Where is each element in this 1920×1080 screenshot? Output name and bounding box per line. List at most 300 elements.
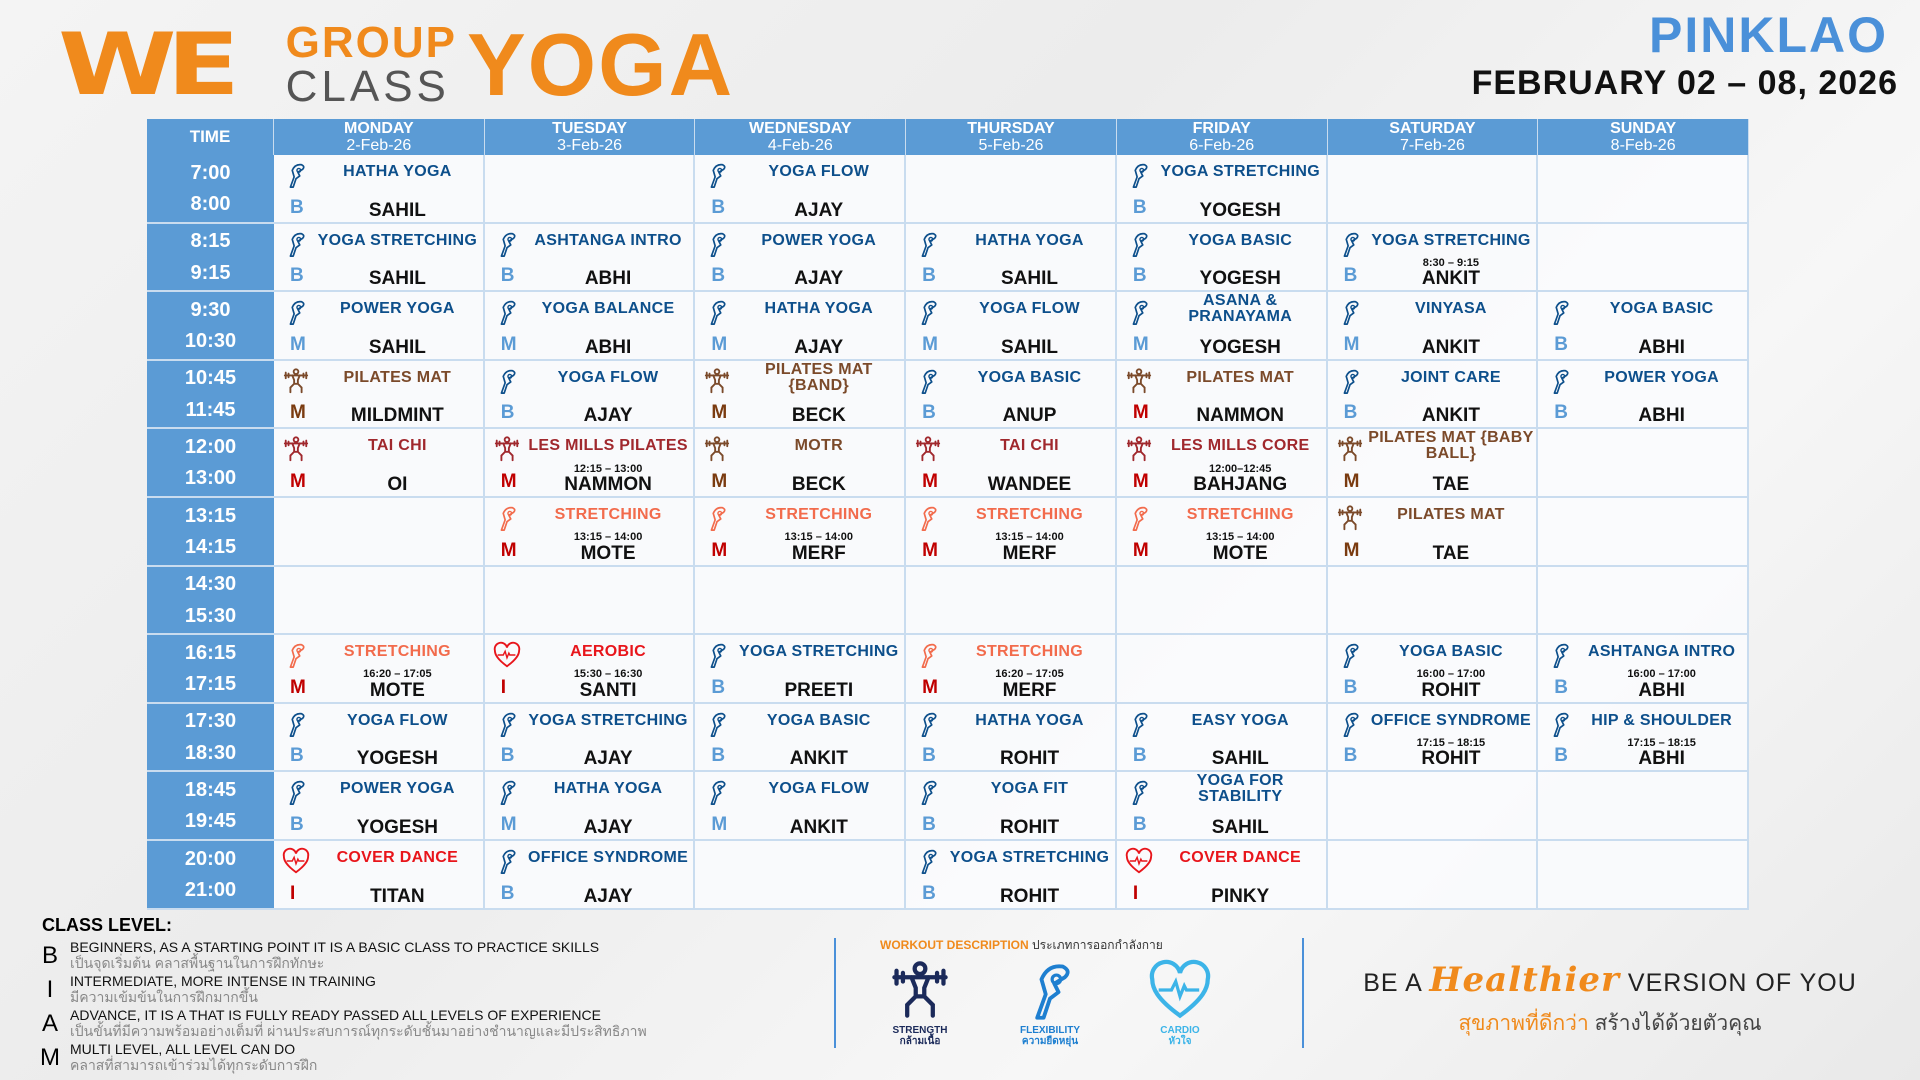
class-slot[interactable] bbox=[1328, 704, 1539, 771]
cardio-icon bbox=[1125, 847, 1153, 875]
instructor: MOTE bbox=[369, 679, 425, 701]
class-title: POWER YOGA bbox=[1604, 368, 1719, 386]
workout-en: STRENGTH bbox=[892, 1025, 948, 1036]
start-time: 8:15 bbox=[190, 230, 231, 253]
time-slot bbox=[147, 704, 274, 771]
class-slot[interactable] bbox=[485, 635, 696, 702]
instructor: PINKY bbox=[1211, 885, 1270, 907]
class-title: PILATES MAT {BABY BALL} bbox=[1368, 429, 1534, 463]
table-row bbox=[147, 841, 1749, 910]
legend-en: MULTI LEVEL, ALL LEVEL CAN DO bbox=[70, 1041, 296, 1057]
legend-th: เป็นขั้นที่มีความพร้อมอย่างเต็มที่ ผ่านประสบการณ์ทุกระดับชั้นมาอย่างชำนาญและมีประสิทธิภาพ bbox=[70, 1023, 647, 1039]
brand-logo bbox=[58, 15, 735, 115]
class-title: YOGA BASIC bbox=[977, 368, 1082, 386]
class-level: M bbox=[711, 333, 728, 355]
class-title: YOGA FLOW bbox=[979, 300, 1080, 318]
class-slot[interactable] bbox=[274, 155, 485, 222]
class-slot[interactable] bbox=[485, 772, 696, 839]
class-title: YOGA STRETCHING bbox=[317, 231, 478, 249]
flexibility-icon bbox=[1336, 367, 1364, 395]
class-slot[interactable] bbox=[1328, 292, 1539, 359]
class-title: EASY YOGA bbox=[1191, 711, 1289, 729]
table-row bbox=[147, 429, 1749, 498]
class-slot[interactable] bbox=[695, 704, 906, 771]
class-slot[interactable] bbox=[906, 429, 1117, 496]
instructor: ABHI bbox=[1638, 679, 1685, 701]
class-slot[interactable] bbox=[485, 498, 696, 565]
flexibility-icon bbox=[1546, 710, 1574, 738]
class-title: STRETCHING bbox=[554, 505, 662, 523]
instructor: ROHIT bbox=[999, 748, 1060, 770]
class-level: B bbox=[500, 265, 515, 287]
flexibility-icon bbox=[1336, 230, 1364, 258]
flexibility-icon bbox=[1336, 710, 1364, 738]
instructor: ABHI bbox=[1638, 336, 1685, 358]
class-info bbox=[525, 635, 692, 702]
start-time: 20:00 bbox=[184, 847, 237, 870]
instructor: AJAY bbox=[583, 405, 633, 427]
instructor: ABHI bbox=[584, 268, 632, 290]
class-info bbox=[946, 292, 1113, 359]
day-date: 6-Feb-26 bbox=[1189, 137, 1255, 154]
day-date: 4-Feb-26 bbox=[767, 137, 833, 154]
class-info bbox=[1578, 292, 1745, 359]
instructor: AJAY bbox=[583, 816, 633, 838]
class-slot[interactable] bbox=[695, 772, 906, 839]
class-level: M bbox=[1132, 539, 1149, 561]
class-info bbox=[1157, 429, 1324, 496]
empty-slot bbox=[485, 155, 696, 222]
class-level: B bbox=[922, 813, 936, 835]
flexibility-icon bbox=[914, 778, 942, 806]
class-info bbox=[1157, 704, 1324, 771]
class-title: COVER DANCE bbox=[1179, 848, 1301, 866]
instructor: YOGESH bbox=[356, 816, 438, 838]
day-header-wednesday bbox=[695, 119, 906, 155]
class-time: 16:20 – 17:05 bbox=[363, 668, 432, 681]
class-level: I bbox=[1132, 882, 1139, 904]
class-info bbox=[314, 635, 481, 702]
instructor: MERF bbox=[1002, 542, 1057, 564]
class-title: YOGA STRETCHING bbox=[739, 643, 899, 661]
logo-class: CLASS bbox=[285, 62, 450, 111]
class-slot[interactable] bbox=[1117, 155, 1328, 222]
class-title: LES MILLS CORE bbox=[1170, 437, 1310, 455]
class-info bbox=[946, 841, 1113, 908]
flexibility-icon bbox=[493, 504, 521, 532]
class-info bbox=[735, 635, 902, 702]
flexibility-icon bbox=[1546, 641, 1574, 669]
instructor: ABHI bbox=[584, 336, 632, 358]
time-header: TIME bbox=[147, 119, 274, 155]
instructor: AJAY bbox=[794, 199, 844, 221]
start-time: 7:00 bbox=[190, 161, 231, 184]
legend-item bbox=[30, 1007, 820, 1041]
class-level: B bbox=[1343, 745, 1358, 767]
instructor: NAMMON bbox=[564, 473, 652, 495]
class-slot[interactable] bbox=[906, 498, 1117, 565]
flexibility-icon bbox=[493, 778, 521, 806]
class-info bbox=[735, 292, 902, 359]
instructor: YOGESH bbox=[356, 748, 438, 770]
class-level: B bbox=[922, 745, 936, 767]
flexibility-icon bbox=[282, 298, 310, 326]
logo-we: WE bbox=[58, 15, 231, 115]
empty-slot bbox=[485, 567, 696, 634]
class-info bbox=[1157, 292, 1324, 359]
class-slot[interactable] bbox=[1117, 498, 1328, 565]
class-slot[interactable] bbox=[485, 361, 696, 428]
class-slot[interactable] bbox=[1117, 292, 1328, 359]
empty-slot bbox=[1538, 772, 1749, 839]
class-level: M bbox=[1132, 470, 1149, 492]
flexibility-icon bbox=[282, 161, 310, 189]
class-level: B bbox=[1343, 676, 1358, 698]
empty-slot bbox=[1117, 635, 1328, 702]
empty-slot bbox=[695, 841, 906, 908]
class-info bbox=[1368, 498, 1535, 565]
class-title: HATHA YOGA bbox=[764, 300, 874, 318]
class-level: B bbox=[290, 745, 304, 767]
class-slot[interactable] bbox=[274, 841, 485, 908]
class-title: STRETCHING bbox=[343, 643, 451, 661]
empty-slot bbox=[695, 567, 906, 634]
workout-th: ความยืดหยุ่น bbox=[1021, 1036, 1079, 1047]
day-header-thursday bbox=[906, 119, 1117, 155]
instructor: NAMMON bbox=[1196, 405, 1284, 427]
class-info bbox=[735, 361, 902, 428]
class-slot[interactable] bbox=[1328, 224, 1539, 291]
table-row bbox=[147, 635, 1749, 704]
class-slot[interactable] bbox=[1117, 841, 1328, 908]
strength-icon bbox=[1125, 435, 1153, 463]
class-slot[interactable] bbox=[906, 292, 1117, 359]
class-slot[interactable] bbox=[274, 635, 485, 702]
class-title: STRETCHING bbox=[975, 643, 1083, 661]
class-info bbox=[525, 841, 692, 908]
class-slot[interactable] bbox=[1117, 429, 1328, 496]
end-time: 19:45 bbox=[184, 810, 237, 833]
class-title: PILATES MAT bbox=[1186, 368, 1294, 386]
class-time: 13:15 – 14:00 bbox=[1205, 531, 1275, 544]
end-time: 13:00 bbox=[184, 467, 237, 490]
class-slot[interactable] bbox=[695, 224, 906, 291]
class-slot[interactable] bbox=[1328, 429, 1539, 496]
flexibility-icon bbox=[1336, 641, 1364, 669]
class-level: M bbox=[500, 813, 517, 835]
class-time: 13:15 – 14:00 bbox=[995, 531, 1064, 544]
class-title: LES MILLS PILATES bbox=[528, 437, 688, 455]
class-level: B bbox=[290, 265, 304, 287]
instructor: SAHIL bbox=[368, 336, 426, 358]
class-slot[interactable] bbox=[1117, 704, 1328, 771]
workout-description bbox=[834, 938, 1304, 1048]
cardio-icon bbox=[1145, 1014, 1215, 1025]
class-slot[interactable] bbox=[906, 635, 1117, 702]
class-title: STRETCHING bbox=[1186, 505, 1294, 523]
class-slot[interactable] bbox=[1328, 361, 1539, 428]
instructor: YOGESH bbox=[1199, 268, 1281, 290]
instructor: ANUP bbox=[1002, 405, 1057, 427]
class-slot[interactable] bbox=[274, 292, 485, 359]
class-title: JOINT CARE bbox=[1400, 368, 1501, 386]
class-info bbox=[1368, 292, 1535, 359]
class-level: M bbox=[711, 470, 728, 492]
day-date: 3-Feb-26 bbox=[557, 137, 623, 154]
class-info bbox=[1368, 224, 1535, 291]
empty-slot bbox=[906, 155, 1117, 222]
branch-name: PINKLAO bbox=[1649, 7, 1888, 63]
flexibility-icon bbox=[493, 710, 521, 738]
instructor: AJAY bbox=[794, 336, 844, 358]
day-name: SUNDAY bbox=[1610, 120, 1677, 137]
class-slot[interactable] bbox=[695, 635, 906, 702]
class-info bbox=[314, 155, 481, 222]
empty-slot bbox=[274, 498, 485, 565]
class-level-legend bbox=[30, 915, 820, 1075]
class-slot[interactable] bbox=[695, 429, 906, 496]
flexibility-icon bbox=[493, 298, 521, 326]
instructor: BECK bbox=[791, 473, 846, 495]
logo-yoga: YOGA bbox=[466, 15, 735, 114]
class-level: M bbox=[500, 333, 517, 355]
class-time: 8:30 – 9:15 bbox=[1422, 256, 1480, 269]
class-title: STRETCHING bbox=[975, 505, 1083, 523]
class-info bbox=[525, 429, 692, 496]
class-title: HATHA YOGA bbox=[975, 231, 1084, 249]
logo-group: GROUP bbox=[285, 18, 457, 67]
class-title: POWER YOGA bbox=[339, 300, 455, 318]
schedule-table bbox=[147, 119, 1749, 910]
class-title: YOGA STRETCHING bbox=[528, 711, 688, 729]
class-info bbox=[946, 498, 1113, 565]
class-title: OFFICE SYNDROME bbox=[528, 848, 689, 866]
class-level: M bbox=[1132, 333, 1149, 355]
class-info bbox=[525, 224, 692, 291]
class-slot[interactable] bbox=[485, 292, 696, 359]
empty-slot bbox=[1328, 155, 1539, 222]
class-slot[interactable] bbox=[1328, 498, 1539, 565]
class-slot[interactable] bbox=[485, 704, 696, 771]
class-level: B bbox=[1343, 265, 1358, 287]
class-title: YOGA STRETCHING bbox=[1371, 231, 1531, 249]
class-info bbox=[525, 498, 692, 565]
flexibility-icon bbox=[1546, 298, 1574, 326]
strength-icon bbox=[914, 435, 942, 463]
day-header-sunday bbox=[1538, 119, 1749, 155]
class-slot[interactable] bbox=[695, 292, 906, 359]
day-header-friday bbox=[1117, 119, 1328, 155]
class-time: 15:30 – 16:30 bbox=[573, 668, 643, 681]
legend-en: BEGINNERS, AS A STARTING POINT IT IS A BASIC CLASS TO PRACTICE SKILLS bbox=[70, 939, 600, 955]
instructor: SAHIL bbox=[1211, 748, 1269, 770]
strength-icon bbox=[1125, 367, 1153, 395]
workout-th: กล้ามเนื้อ bbox=[899, 1036, 941, 1047]
flexibility-icon bbox=[1546, 367, 1574, 395]
class-slot[interactable] bbox=[906, 224, 1117, 291]
legend-key: I bbox=[46, 976, 54, 1003]
flexibility-icon bbox=[1125, 161, 1153, 189]
class-slot[interactable] bbox=[1538, 292, 1749, 359]
instructor: AJAY bbox=[583, 885, 633, 907]
tagline-en: BE A Healthier VERSION OF YOU bbox=[1363, 960, 1857, 1000]
time-slot bbox=[147, 841, 274, 908]
class-title: YOGA FIT bbox=[990, 780, 1069, 798]
instructor: SAHIL bbox=[368, 268, 426, 290]
instructor: ABHI bbox=[1638, 748, 1685, 770]
class-info bbox=[314, 361, 481, 428]
class-slot[interactable] bbox=[485, 841, 696, 908]
legend-key: M bbox=[40, 1044, 60, 1071]
workout-item bbox=[1140, 958, 1220, 1047]
class-slot[interactable] bbox=[695, 361, 906, 428]
class-info bbox=[314, 429, 481, 496]
class-title: YOGA BASIC bbox=[1188, 231, 1293, 249]
class-slot[interactable] bbox=[274, 361, 485, 428]
flexibility-icon bbox=[493, 230, 521, 258]
cardio-icon bbox=[282, 847, 310, 875]
strength-icon bbox=[282, 435, 310, 463]
class-slot[interactable] bbox=[906, 841, 1117, 908]
instructor: TAE bbox=[1432, 542, 1470, 564]
class-info bbox=[525, 292, 692, 359]
class-slot[interactable] bbox=[1117, 361, 1328, 428]
class-level: M bbox=[922, 333, 938, 355]
legend-en: INTERMEDIATE, MORE INTENSE IN TRAINING bbox=[70, 973, 376, 989]
end-time: 15:30 bbox=[184, 604, 237, 627]
class-slot[interactable] bbox=[906, 361, 1117, 428]
flexibility-icon bbox=[703, 710, 731, 738]
flexibility-icon bbox=[282, 710, 310, 738]
class-level: M bbox=[1343, 333, 1360, 355]
class-title: ASHTANGA INTRO bbox=[1587, 643, 1736, 661]
class-title: PILATES MAT bbox=[1397, 505, 1505, 523]
strength-icon bbox=[703, 367, 731, 395]
day-date: 2-Feb-26 bbox=[346, 137, 412, 154]
class-info bbox=[1368, 704, 1535, 771]
class-level: B bbox=[711, 265, 726, 287]
class-level: M bbox=[290, 676, 306, 698]
end-time: 17:15 bbox=[184, 673, 237, 696]
table-row bbox=[147, 292, 1749, 361]
class-slot[interactable] bbox=[1538, 704, 1749, 771]
flexibility-icon bbox=[914, 230, 942, 258]
class-slot[interactable] bbox=[1538, 635, 1749, 702]
class-level: M bbox=[711, 539, 728, 561]
class-level: M bbox=[711, 813, 728, 835]
time-slot bbox=[147, 567, 274, 634]
week-range: FEBRUARY 02 – 08, 2026 bbox=[1471, 64, 1898, 102]
class-level: M bbox=[922, 676, 938, 698]
class-level: B bbox=[922, 882, 936, 904]
class-time: 16:00 – 17:00 bbox=[1416, 668, 1486, 681]
day-date: 7-Feb-26 bbox=[1399, 137, 1465, 154]
time-slot bbox=[147, 361, 274, 428]
class-level: M bbox=[922, 470, 938, 492]
flexibility-icon bbox=[282, 778, 310, 806]
instructor: YOGESH bbox=[1199, 199, 1281, 221]
class-info bbox=[735, 498, 902, 565]
flexibility-icon bbox=[1336, 298, 1364, 326]
class-info bbox=[525, 772, 692, 839]
class-time: 12:00–12:45 bbox=[1209, 462, 1272, 475]
instructor: AJAY bbox=[583, 748, 633, 770]
class-slot[interactable] bbox=[906, 772, 1117, 839]
day-date: 5-Feb-26 bbox=[978, 137, 1044, 154]
workout-title: WORKOUT DESCRIPTION ประเภทการออกกำลังกาย bbox=[880, 938, 1163, 952]
instructor: TAE bbox=[1432, 473, 1470, 495]
class-time: 13:15 – 14:00 bbox=[573, 531, 643, 544]
class-slot[interactable] bbox=[906, 704, 1117, 771]
empty-slot bbox=[1538, 841, 1749, 908]
instructor: ABHI bbox=[1638, 405, 1685, 427]
class-info bbox=[1578, 361, 1745, 428]
flexibility-icon bbox=[1125, 298, 1153, 326]
class-title: YOGA STRETCHING bbox=[1160, 163, 1320, 180]
class-info bbox=[946, 704, 1113, 771]
class-slot[interactable] bbox=[274, 704, 485, 771]
instructor: MILDMINT bbox=[350, 405, 444, 427]
time-slot bbox=[147, 292, 274, 359]
strength-icon bbox=[1336, 504, 1364, 532]
class-level: B bbox=[922, 402, 936, 424]
class-time: 17:15 – 18:15 bbox=[1416, 737, 1486, 750]
empty-slot bbox=[274, 567, 485, 634]
class-info bbox=[735, 155, 902, 222]
class-level: M bbox=[1132, 402, 1149, 424]
class-slot[interactable] bbox=[1538, 361, 1749, 428]
time-slot bbox=[147, 498, 274, 565]
time-slot bbox=[147, 429, 274, 496]
end-time: 21:00 bbox=[184, 878, 237, 901]
class-title: COVER DANCE bbox=[336, 848, 459, 866]
class-slot[interactable] bbox=[274, 772, 485, 839]
day-name: FRIDAY bbox=[1192, 120, 1251, 137]
day-header-saturday bbox=[1328, 119, 1539, 155]
cardio-icon bbox=[493, 641, 521, 669]
class-level: M bbox=[1343, 539, 1360, 561]
class-slot[interactable] bbox=[1117, 224, 1328, 291]
tagline bbox=[1350, 960, 1870, 1037]
class-info bbox=[1157, 841, 1324, 908]
class-title: YOGA BASIC bbox=[766, 711, 871, 729]
flexibility-icon bbox=[703, 778, 731, 806]
class-info bbox=[946, 429, 1113, 496]
class-title: POWER YOGA bbox=[339, 780, 455, 798]
class-slot[interactable] bbox=[695, 498, 906, 565]
class-slot[interactable] bbox=[1117, 772, 1328, 839]
flexibility-icon bbox=[703, 161, 731, 189]
class-level: B bbox=[290, 196, 304, 218]
class-slot[interactable] bbox=[695, 155, 906, 222]
legend-item bbox=[30, 939, 820, 973]
start-time: 16:15 bbox=[184, 641, 237, 664]
class-title: TAI CHI bbox=[1000, 437, 1059, 455]
class-info bbox=[946, 361, 1113, 428]
class-title: YOGA FOR STABILITY bbox=[1196, 772, 1284, 806]
class-slot[interactable] bbox=[485, 224, 696, 291]
class-slot[interactable] bbox=[274, 224, 485, 291]
class-slot[interactable] bbox=[485, 429, 696, 496]
instructor: MERF bbox=[1002, 679, 1057, 701]
class-level: B bbox=[1132, 813, 1147, 835]
flexibility-icon bbox=[703, 641, 731, 669]
class-slot[interactable] bbox=[274, 429, 485, 496]
workout-th: หัวใจ bbox=[1168, 1036, 1192, 1047]
start-time: 14:30 bbox=[184, 573, 237, 596]
empty-slot bbox=[1328, 772, 1539, 839]
class-slot[interactable] bbox=[1328, 635, 1539, 702]
